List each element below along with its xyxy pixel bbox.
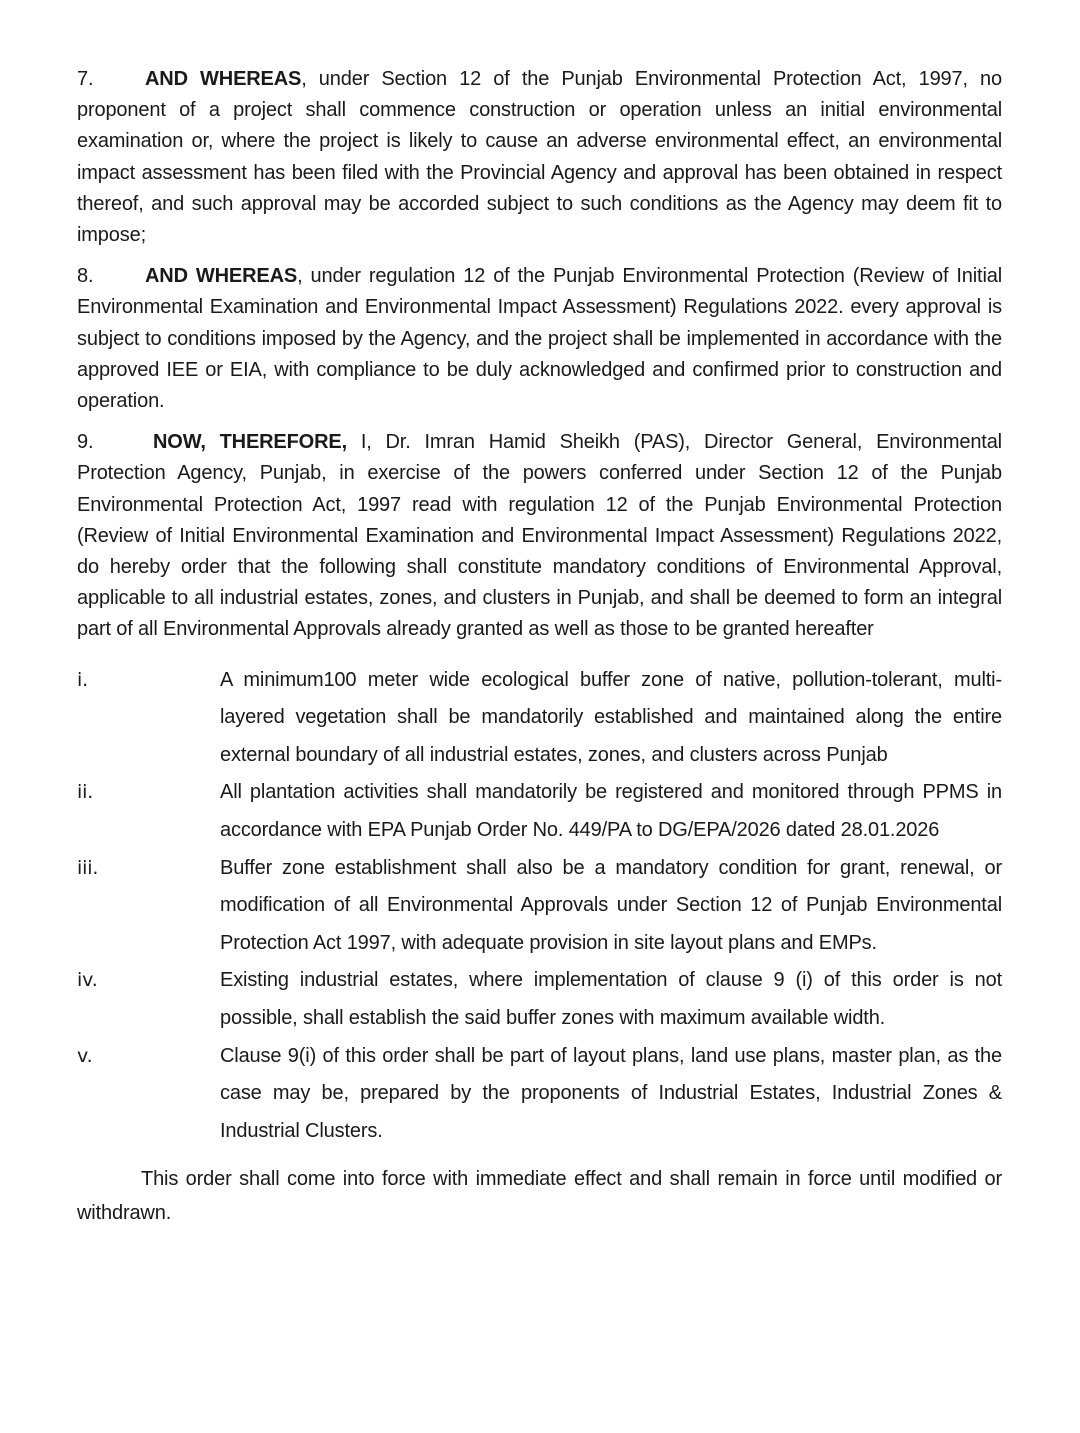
condition-item [77,850,1002,963]
paragraph-text: , under regulation 12 of the Punjab Environmental Protection (Review of Initial Environmental Examination and Environmental Impact Assessment) Regulations 2022. every approval is subject to conditions imposed by the Agency, and the project shall be implemented in accordance with the approved IEE or EIA, with compliance to be duly acknowledged and confirmed prior to construction and operation. [77,265,1003,413]
paragraph-8 [77,261,1002,417]
list-marker: i. [77,668,89,691]
paragraph-text: I, Dr. Imran Hamid Sheikh (PAS), Director General, Environmental Protection Agency, Punjab, in exercise of the powers conferred under Section 12 of the Punjab Environmental Protection Act, 1997 read with regulation 12 of the Punjab Environmental Protection (Review of Initial Environmental Examination and Environmental Impact Assessment) Regulations 2022, do hereby order that the following shall constitute mandatory conditions of Environmental Approval, applicable to all industrial estates, zones, and clusters in Punjab, and shall be deemed to form an integral part of all Environmental Approvals already granted as well as those to be granted hereafter [77,431,1002,641]
document-page [77,64,1002,1250]
condition-text: Clause 9(i) of this order shall be part of layout plans, land use plans, master plan, as the case may be, prepared by the proponents of Industrial Estates, Industrial Zones & Industrial Clusters. [220,1044,1002,1142]
list-marker: iii. [77,856,99,879]
conditions-list [77,662,1002,1151]
paragraph-lead: NOW, THEREFORE, [153,431,347,454]
paragraph-text: , under Section 12 of the Punjab Environmental Protection Act, 1997, no proponent of a project shall commence construction or operation unless an initial environmental examination or, where the project is likely to cause an adverse environmental effect, an environmental impact assessment has been filed with the Provincial Agency and approval has been obtained in respect thereof, and such approval may be accorded subject to such conditions as the Agency may deem fit to impose; [77,68,1003,247]
condition-text: A minimum100 meter wide ecological buffer zone of native, pollution-tolerant, multi-layered vegetation shall be mandatorily established and maintained along the entire external boundary of all industrial estates, zones, and clusters across Punjab [220,668,1002,766]
condition-text: Buffer zone establishment shall also be a mandatory condition for grant, renewal, or modification of all Environmental Approvals under Section 12 of Punjab Environmental Protection Act 1997, with adequate provision in site layout plans and EMPs. [220,856,1002,954]
list-marker: v. [77,1044,93,1067]
paragraph-9 [77,427,1002,645]
condition-item [77,774,1002,849]
paragraph-7 [77,64,1002,251]
condition-item [77,1038,1002,1151]
condition-item [77,962,1002,1037]
closing-statement: This order shall come into force with immediate effect and shall remain in force until modified or withdrawn. [77,1168,1002,1225]
condition-text: Existing industrial estates, where implementation of clause 9 (i) of this order is not possible, shall establish the said buffer zones with maximum available width. [220,969,1002,1029]
paragraph-lead: AND WHEREAS [145,265,298,288]
paragraph-number: 8. [77,265,94,288]
paragraph-number: 7. [77,68,94,90]
condition-text: All plantation activities shall mandatorily be registered and monitored through PPMS in accordance with EPA Punjab Order No. 449/PA to DG/EPA/2026 dated 28.01.2026 [220,781,1002,842]
list-marker: ii. [77,781,94,804]
condition-item [77,662,1002,775]
paragraph-lead: AND WHEREAS [145,68,302,90]
list-marker: iv. [77,969,98,992]
paragraph-number: 9. [77,431,94,454]
